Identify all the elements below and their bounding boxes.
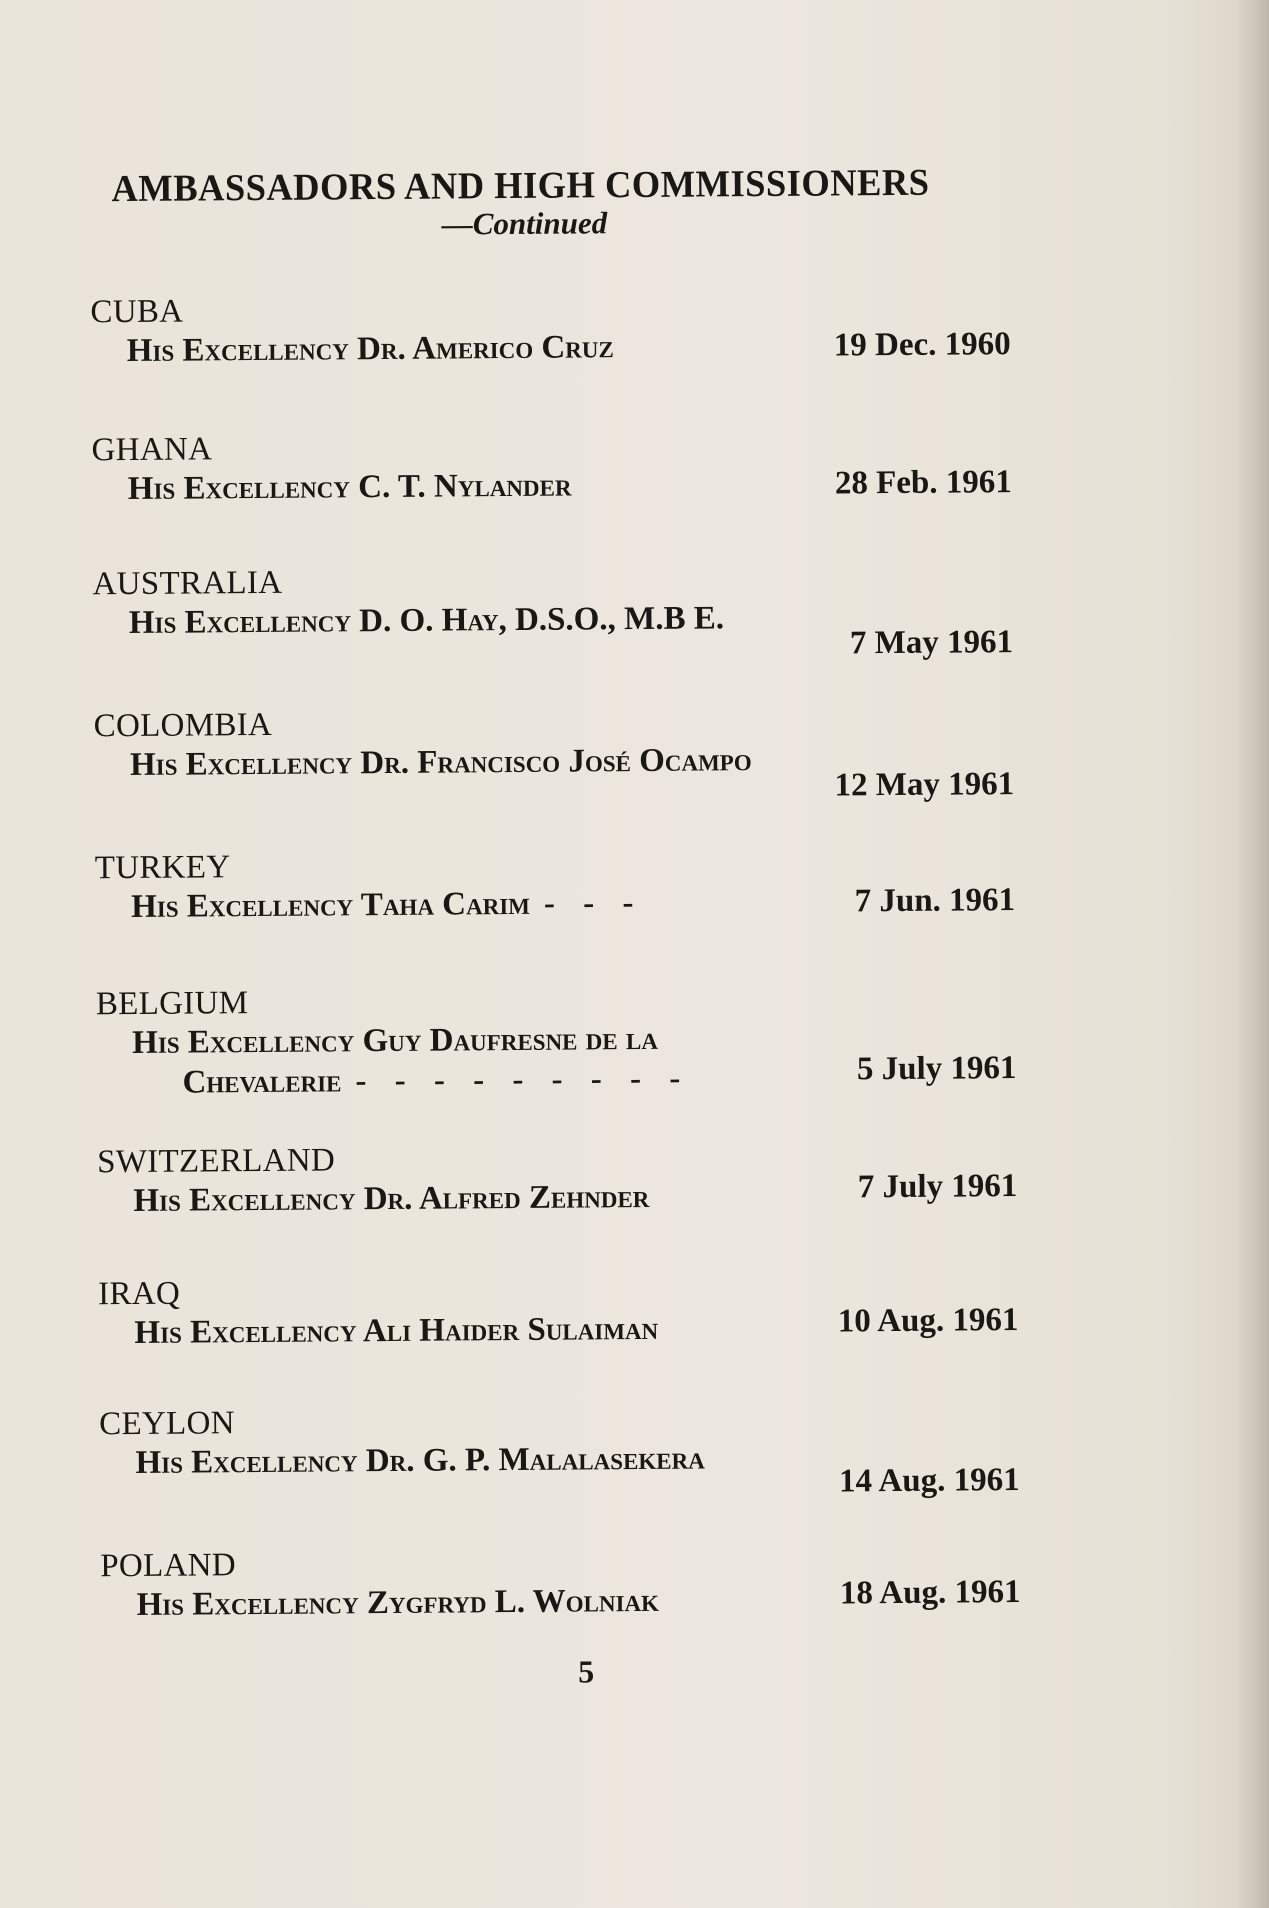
appointment-date: 28 Feb. 1961 [834, 464, 1012, 502]
leader-dashes: - - - - - - - - - [355, 1060, 691, 1100]
ambassador-text: His Excellency Dr. Americo Cruz [126, 329, 614, 370]
ambassador-name [133, 1168, 1018, 1221]
appointment-date: 10 Aug. 1961 [837, 1302, 1019, 1340]
appointment-date: 5 July 1961 [856, 1050, 1017, 1088]
appointment-date: 14 Aug. 1961 [838, 1462, 1020, 1500]
appointment-date: 12 May 1961 [834, 766, 1015, 804]
entry-cuba [90, 286, 1011, 371]
ambassador-name [131, 880, 1015, 927]
entry-colombia [93, 700, 1015, 804]
country-name: TURKEY [94, 849, 231, 887]
ambassador-text: His Excellency Dr. Francisco José Ocampo [129, 742, 752, 784]
entry-belgium [96, 978, 1017, 1103]
ambassador-text: His Excellency Guy Daufresne de la [132, 1020, 658, 1061]
country-name: POLAND [100, 1547, 237, 1585]
appointment-date: 18 Aug. 1961 [839, 1574, 1021, 1612]
country-name: CUBA [90, 293, 184, 331]
entry-poland [100, 1540, 1021, 1625]
ambassador-name [134, 1302, 1019, 1353]
leader-dashes: - - - [543, 884, 644, 922]
ambassador-name [136, 1574, 1021, 1625]
country-name: COLOMBIA [93, 706, 273, 745]
ambassador-name [128, 596, 1014, 662]
ambassador-name [127, 324, 1011, 371]
entry-australia [92, 558, 1014, 662]
ambassador-name-continued [182, 1050, 1017, 1103]
country-name: BELGIUM [95, 985, 249, 1023]
country-name: CEYLON [99, 1405, 235, 1443]
entry-ghana [91, 424, 1012, 509]
appointment-date: 7 May 1961 [849, 624, 1014, 662]
entry-iraq [98, 1268, 1019, 1353]
section-subheading: —Continued [441, 205, 608, 242]
ambassador-name [128, 462, 1012, 509]
ambassador-text: His Excellency Zygfryd L. Wolniak [136, 1582, 660, 1623]
ambassador-text: His Excellency Dr. Alfred Zehnder [133, 1178, 650, 1219]
appointment-date: 7 Jun. 1961 [854, 882, 1016, 920]
country-name: SWITZERLAND [96, 1142, 336, 1181]
appointment-date: 7 July 1961 [857, 1168, 1018, 1206]
country-name: AUSTRALIA [92, 564, 283, 603]
ambassador-text: His Excellency Ali Haider Sulaiman [134, 1310, 659, 1351]
ambassador-name [135, 1436, 1020, 1500]
entry-ceylon [99, 1398, 1020, 1500]
entry-turkey [95, 842, 1016, 927]
ambassador-text: His Excellency Dr. G. P. Malalasekera [135, 1440, 705, 1481]
ambassador-text-continued: Chevalerie [182, 1063, 342, 1101]
entry-switzerland [97, 1136, 1018, 1221]
ambassador-text: His Excellency Taha Carim [130, 885, 531, 925]
page-number: 5 [578, 1653, 595, 1690]
ambassador-text: His Excellency D. O. Hay, D.S.O., M.B E. [128, 600, 725, 642]
ambassador-text: His Excellency C. T. Nylander [127, 467, 572, 508]
country-name: IRAQ [98, 1275, 181, 1313]
section-heading: AMBASSADORS AND HIGH COMMISSIONERS [111, 161, 930, 211]
country-name: GHANA [91, 431, 213, 469]
ambassador-name [129, 738, 1015, 804]
appointment-date: 19 Dec. 1960 [833, 326, 1011, 364]
